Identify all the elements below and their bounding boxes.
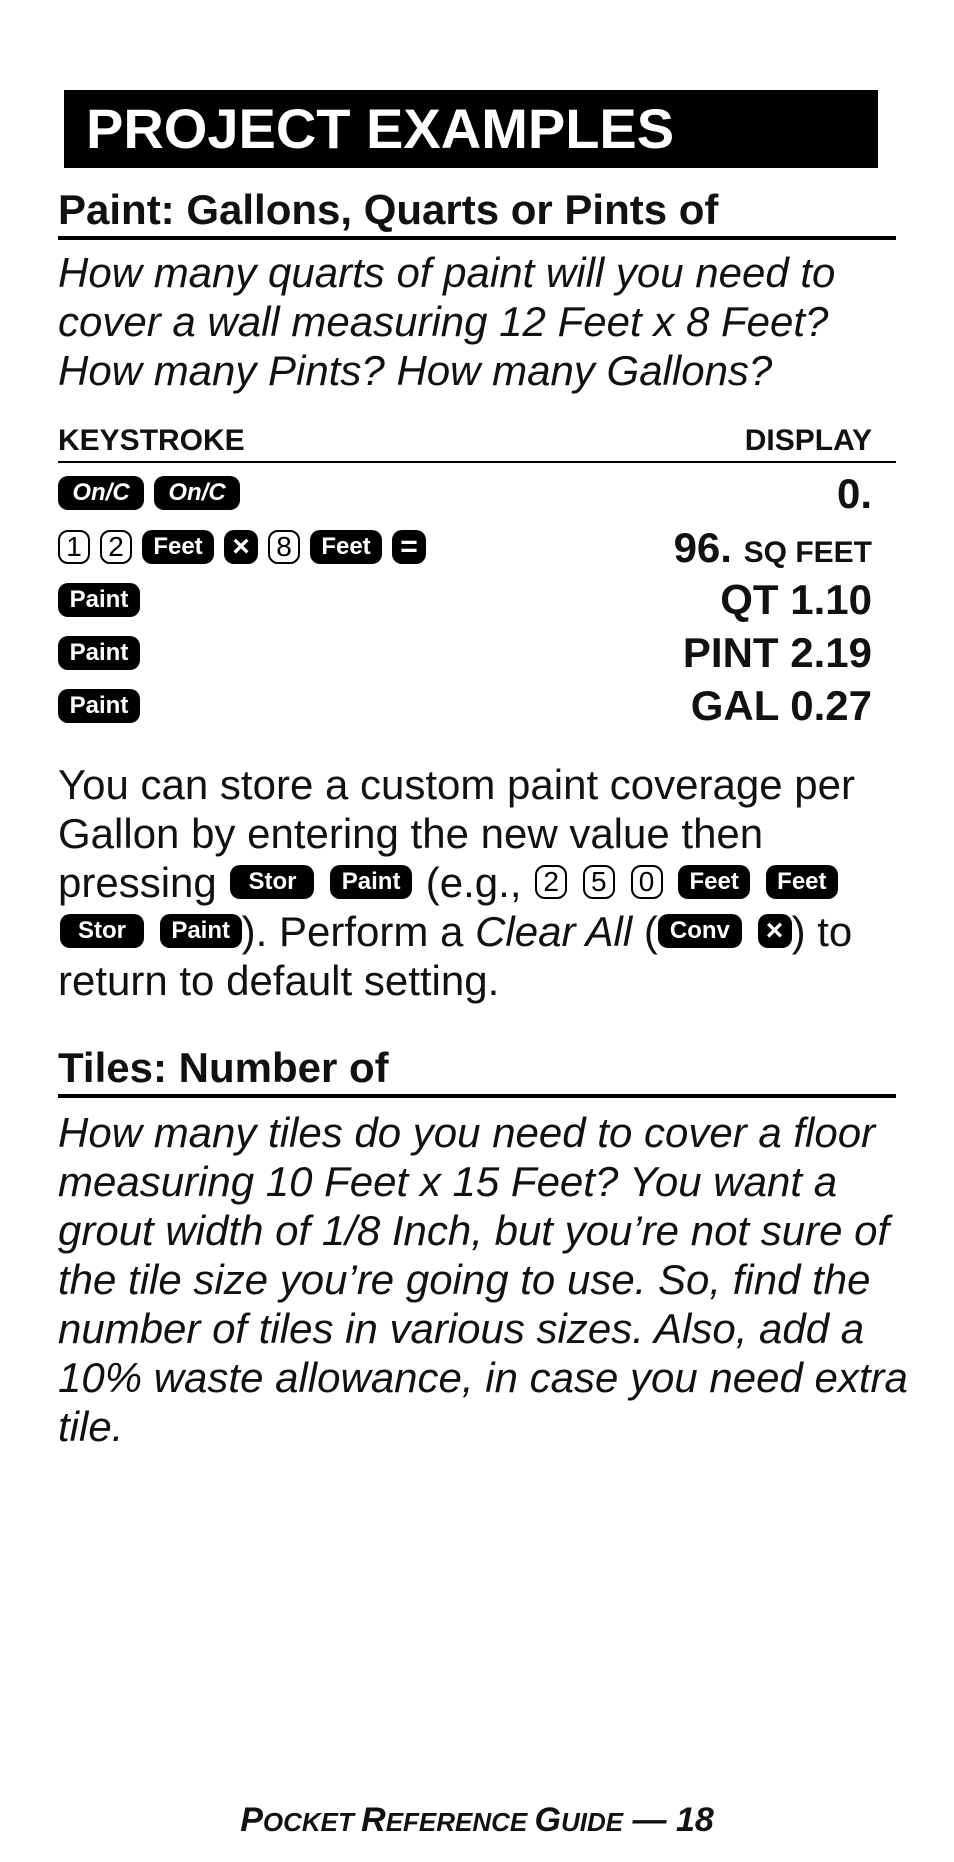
note-text: (e.g., [425, 859, 522, 906]
digit-key: 1 [58, 530, 90, 564]
paint-key: Paint [58, 636, 140, 670]
display-reading: QT 1.10 [720, 576, 872, 623]
tiles-question: How many tiles do you need to cover a floor measuring 10 Feet x 15 Feet? You want a grout width of 1/8 Inch, but you’re not sure of the tile size you’re going to use. So, find the number of tiles in various sizes. Also, add a 10% waste allowance, in case you need extra tile. [58, 1109, 908, 1450]
digit-key: 5 [583, 865, 615, 899]
note-text: You can store a custom paint coverage per Gallon by entering the new value then pressing [58, 761, 855, 906]
page-number: — 18 [623, 1801, 714, 1839]
note-text: ). Perform a [241, 908, 464, 955]
display-unit: SQ FEET [743, 536, 872, 569]
paint-key: Paint [58, 583, 140, 617]
multiply-key: × [224, 530, 258, 564]
section-banner [64, 90, 878, 168]
note-text: ( [643, 908, 658, 955]
display-value [683, 629, 872, 677]
keystroke-row [58, 473, 240, 513]
display-value [691, 682, 872, 730]
conv-key: Conv [658, 914, 742, 948]
table-header-rule [58, 461, 896, 463]
footer-text: G [534, 1801, 561, 1839]
on-c-key: On/C [154, 476, 240, 510]
display-value [720, 576, 872, 624]
footer-text: EFERENCE [385, 1807, 535, 1837]
footer-text: P [240, 1801, 263, 1839]
display-header: DISPLAY [744, 424, 872, 457]
keystroke-row [58, 633, 140, 673]
banner-title: PROJECT EXAMPLES [86, 97, 675, 160]
digit-key: 2 [535, 865, 567, 899]
tiles-section-title: Tiles: Number of [58, 1044, 389, 1091]
feet-key: Feet [142, 530, 214, 564]
feet-key: Feet [678, 865, 750, 899]
on-c-key: On/C [58, 476, 144, 510]
paint-key: Paint [160, 914, 242, 948]
digit-key: 8 [268, 530, 300, 564]
display-reading: PINT 2.19 [682, 629, 872, 676]
digit-key: 0 [631, 865, 663, 899]
digit-key: 2 [100, 530, 132, 564]
display-value [674, 524, 872, 577]
keystroke-row [58, 686, 140, 726]
display-value [837, 470, 872, 518]
keystroke-header: KEYSTROKE [58, 424, 245, 457]
page-footer [0, 1800, 954, 1842]
multiply-key: × [758, 914, 792, 948]
footer-text: UIDE [560, 1807, 624, 1837]
stor-key: Stor [60, 914, 144, 948]
display-reading: 0. [836, 470, 872, 517]
keystroke-row [58, 527, 426, 567]
section-rule [58, 1094, 896, 1098]
stor-key: Stor [230, 865, 314, 899]
paint-question: How many quarts of paint will you need to cover a wall measuring 12 Feet x 8 Feet? How many Pints? How many Gallons? [58, 249, 836, 394]
paint-key: Paint [58, 689, 140, 723]
paint-section-title: Paint: Gallons, Quarts or Pints of [58, 186, 719, 233]
display-reading: GAL 0.27 [690, 682, 872, 729]
footer-text: OCKET [262, 1807, 362, 1837]
display-reading: 96. [673, 524, 732, 571]
clear-all-text: Clear All [475, 908, 633, 955]
feet-key: Feet [766, 865, 838, 899]
footer-text: R [361, 1801, 386, 1839]
paint-key: Paint [330, 865, 412, 899]
custom-coverage-note [58, 760, 908, 1005]
note-text: ) to return to default setting. [58, 908, 853, 1004]
keystroke-row [58, 580, 140, 620]
section-rule [58, 236, 896, 240]
feet-key: Feet [310, 530, 382, 564]
equals-key: = [392, 530, 426, 564]
